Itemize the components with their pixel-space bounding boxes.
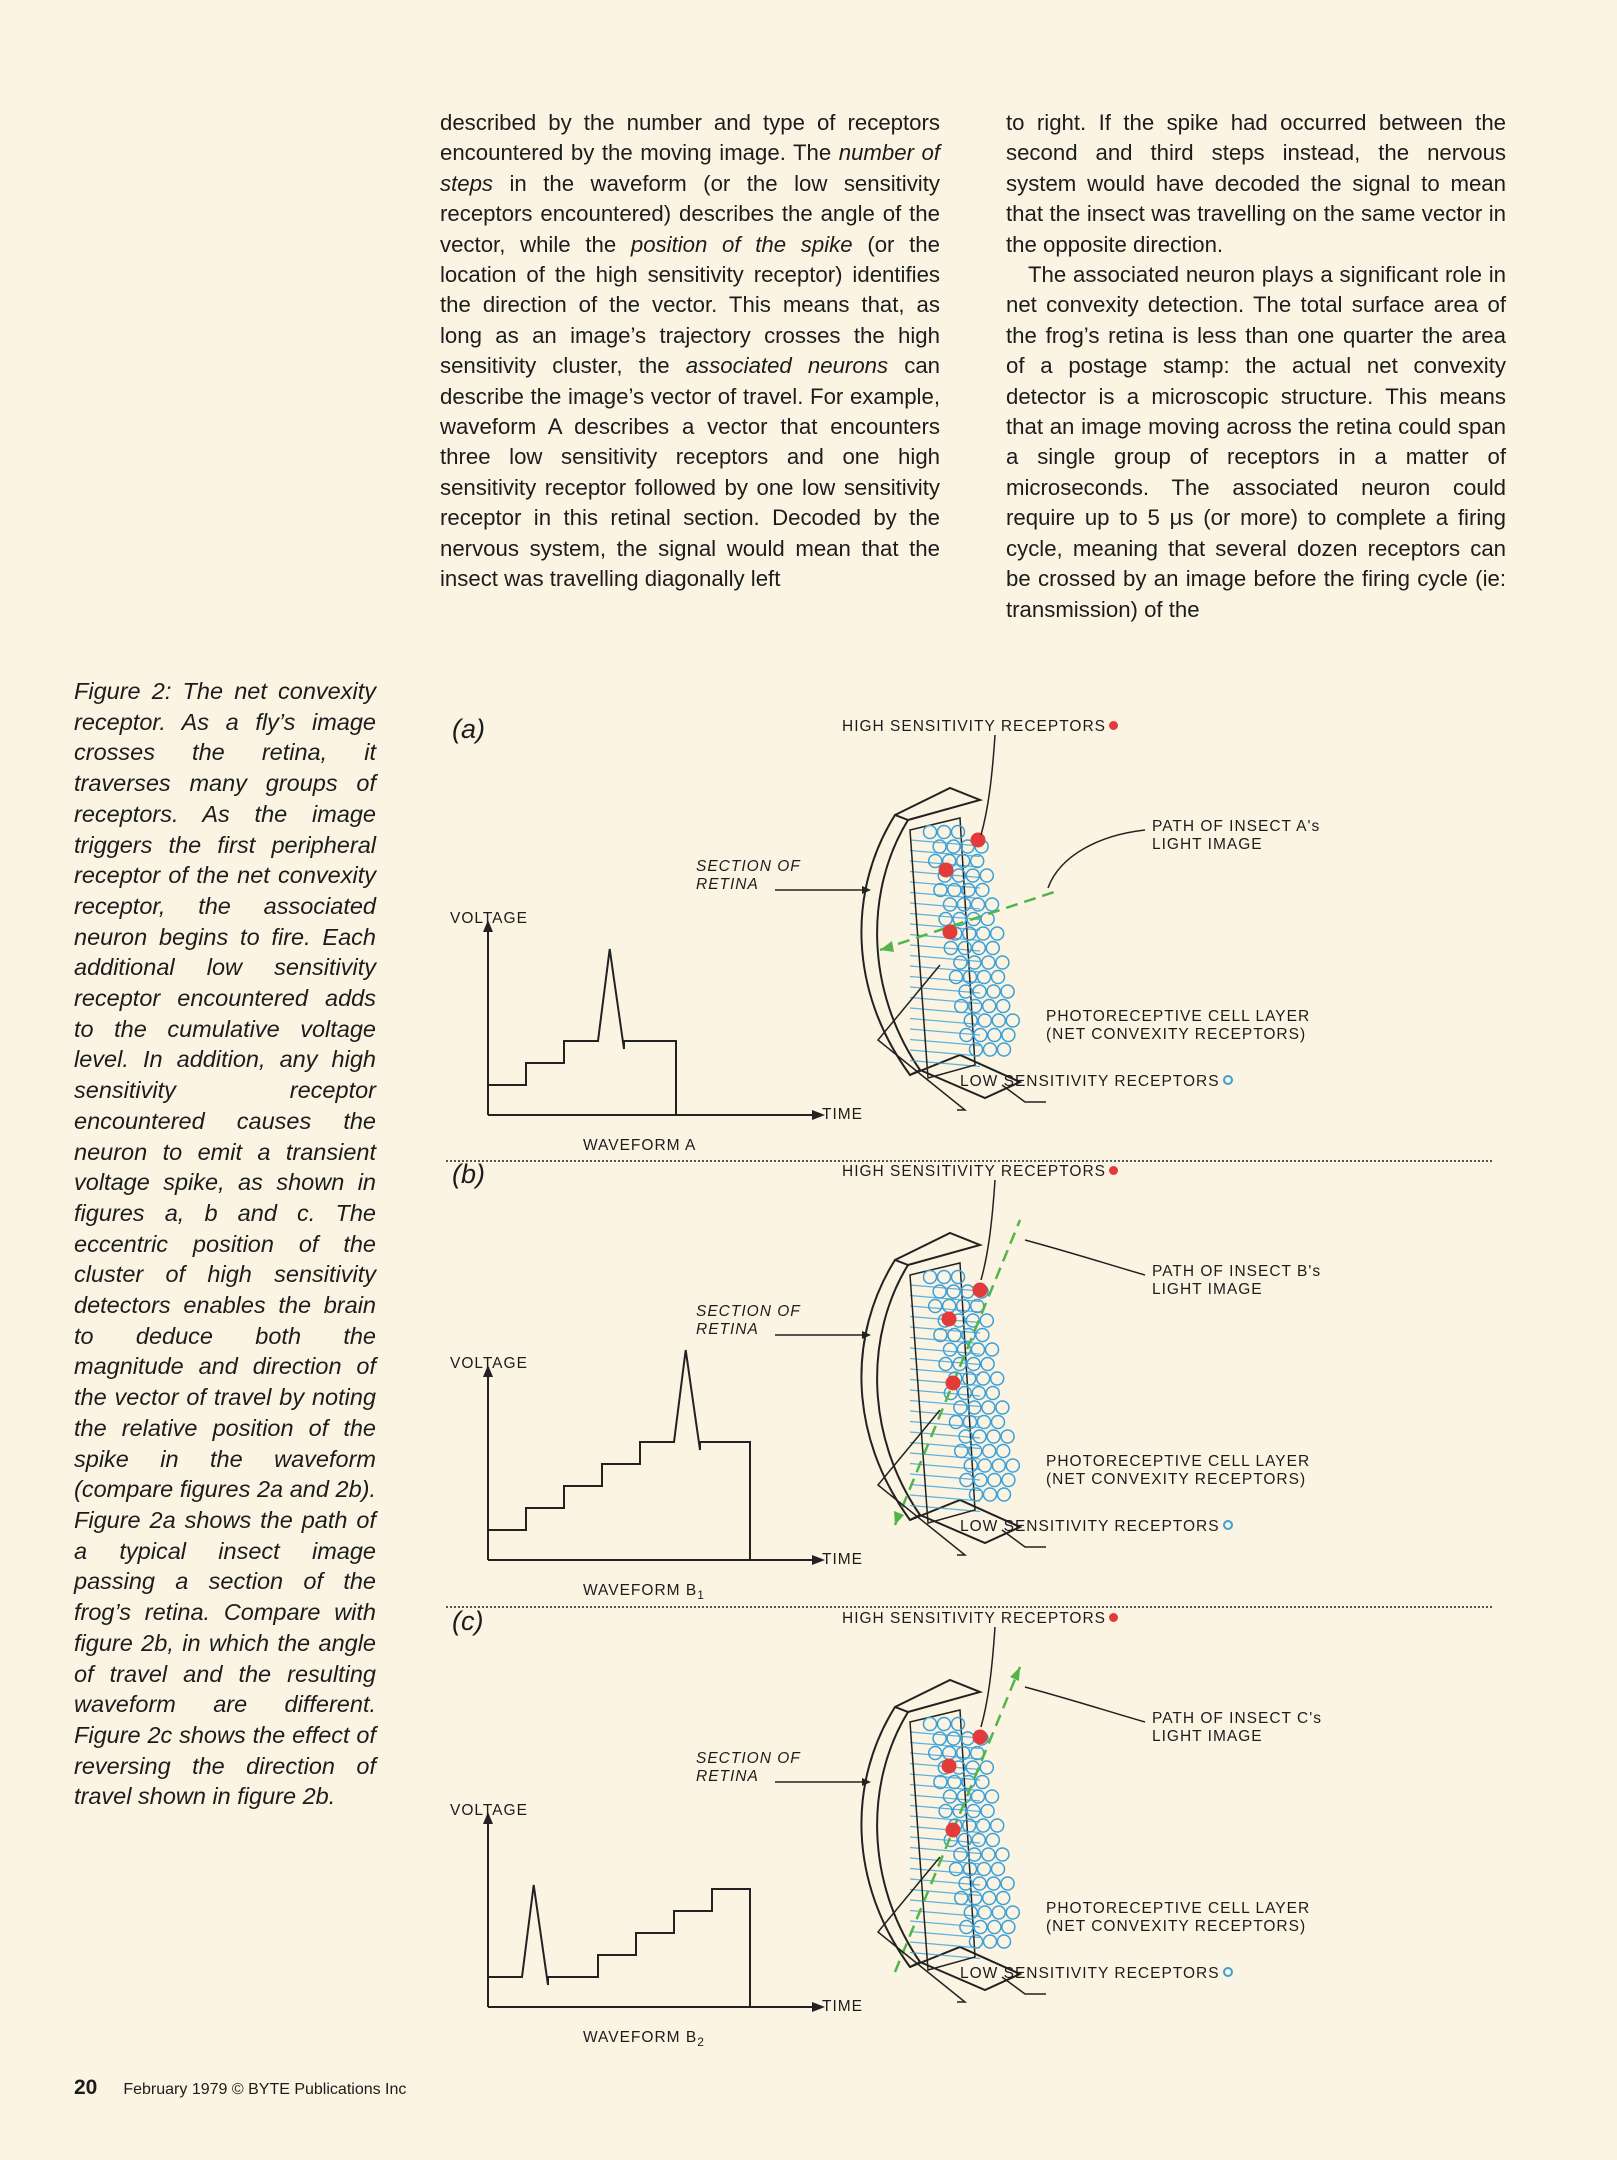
insect-path-label: [1152, 818, 1320, 854]
low-sensitivity-receptor: [947, 1732, 960, 1745]
low-sensitivity-content: [960, 1518, 1233, 1535]
low-sensitivity-receptor: [950, 1863, 963, 1876]
waveform-label: [583, 2029, 705, 2049]
low-sensitivity-receptor: [982, 1848, 995, 1861]
section-of-retina-label: [696, 1303, 801, 1339]
low-sensitivity-receptor: [992, 971, 1005, 984]
high-sensitivity-receptor: [946, 1823, 961, 1838]
time-label: [822, 1551, 863, 1569]
insect-path-line1: PATH OF INSECT B's: [1152, 1263, 1322, 1280]
voltage-label: [450, 1355, 528, 1373]
low-sensitivity-receptor: [944, 1790, 957, 1803]
waveform-subscript: 1: [697, 1588, 705, 1603]
photoreceptive-content: [1046, 1008, 1310, 1043]
low-sensitivity-receptor: [954, 956, 967, 969]
time-label: [822, 1998, 863, 2016]
low-sensitivity-receptor: [988, 1474, 1001, 1487]
col1-text-b: in the waveform (or the low sensitivity receptors encountered) describes the angle of the vector, while the: [440, 170, 940, 257]
low-sensitivity-receptor: [944, 898, 957, 911]
low-sensitivity-receptor: [950, 1416, 963, 1429]
low-sensitivity-receptor: [950, 971, 963, 984]
low-sensitivity-receptor: [929, 855, 942, 868]
photoreceptive-label: [1046, 1453, 1310, 1489]
voltage-label: [450, 910, 528, 928]
low-sensitivity-receptor: [978, 1459, 991, 1472]
low-sensitivity-receptor: [986, 942, 999, 955]
leader-high-sensitivity: [981, 735, 995, 835]
section-of-retina-content: [696, 1750, 801, 1785]
panel-label: (a): [452, 714, 485, 744]
low-sensitivity-receptor: [1006, 1906, 1019, 1919]
low-sensitivity-receptor: [947, 840, 960, 853]
retina-top-edge: [895, 788, 980, 820]
low-sensitivity-receptor: [984, 1043, 997, 1056]
insect-path-line2: LIGHT IMAGE: [1152, 1281, 1263, 1298]
low-sensitivity-receptor: [980, 1314, 993, 1327]
low-sensitivity-receptor: [939, 1805, 952, 1818]
low-sensitivity-receptor: [976, 884, 989, 897]
blue-circle-icon: [1223, 1075, 1233, 1085]
low-sensitivity-receptor: [986, 898, 999, 911]
section-of-retina-content: [696, 858, 801, 893]
low-sensitivity-receptor: [987, 985, 1000, 998]
low-sensitivity-text: LOW SENSITIVITY RECEPTORS: [960, 1965, 1220, 1982]
photoreceptive-label: [1046, 1900, 1310, 1936]
high-sensitivity-content: [842, 718, 1118, 735]
low-sensitivity-receptor: [986, 1343, 999, 1356]
low-sensitivity-text: LOW SENSITIVITY RECEPTORS: [960, 1518, 1220, 1535]
low-sensitivity-receptor: [983, 1892, 996, 1905]
low-sensitivity-receptor: [968, 956, 981, 969]
low-sensitivity-receptor: [980, 869, 993, 882]
low-sensitivity-receptor: [977, 1819, 990, 1832]
low-sensitivity-receptor: [961, 1285, 974, 1298]
low-sensitivity-receptor: [988, 1921, 1001, 1934]
low-sensitivity-receptor: [958, 898, 971, 911]
low-sensitivity-receptor: [1006, 1014, 1019, 1027]
photoreceptive-label: [1046, 1008, 1310, 1044]
high-sensitivity-receptor: [942, 1312, 957, 1327]
photoreceptive-line1: PHOTORECEPTIVE CELL LAYER: [1046, 1453, 1311, 1470]
low-sensitivity-receptor: [952, 826, 965, 839]
voltage-label-text: VOLTAGE: [450, 1355, 528, 1372]
waveform-trace: [488, 1350, 750, 1560]
low-sensitivity-receptor: [983, 1000, 996, 1013]
low-sensitivity-receptor: [972, 942, 985, 955]
low-sensitivity-receptor: [939, 913, 952, 926]
time-label-text: TIME: [822, 1998, 864, 2015]
low-sensitivity-receptor: [978, 1863, 991, 1876]
time-label-text: TIME: [822, 1106, 864, 1123]
photoreceptive-content: [1046, 1453, 1310, 1488]
section-of-retina-line2: RETINA: [696, 1768, 759, 1785]
waveform-trace: [488, 949, 676, 1115]
low-sensitivity-receptor: [969, 1445, 982, 1458]
low-sensitivity-receptor: [924, 826, 937, 839]
low-sensitivity-receptor: [978, 1014, 991, 1027]
waveform-label-content: [583, 2029, 705, 2050]
section-of-retina-label: [696, 1750, 801, 1786]
panel-label: (c): [452, 1606, 484, 1636]
low-sensitivity-receptor: [981, 1358, 994, 1371]
low-sensitivity-receptor: [929, 1747, 942, 1760]
high-sensitivity-content: [842, 1610, 1118, 1627]
insect-path-arrow-icon: [1010, 1667, 1020, 1681]
low-sensitivity-receptor: [977, 927, 990, 940]
leader-high-sensitivity: [981, 1180, 995, 1280]
page-footer: [74, 2076, 406, 2100]
leader-path: [1025, 1240, 1145, 1275]
section-of-retina-line2: RETINA: [696, 1321, 759, 1338]
low-sensitivity-content: [960, 1073, 1233, 1090]
section-of-retina-label: [696, 858, 801, 894]
section-of-retina-line2: RETINA: [696, 876, 759, 893]
low-sensitivity-receptor: [984, 1488, 997, 1501]
panel-label: (b): [452, 1159, 485, 1189]
low-sensitivity-receptor: [929, 1300, 942, 1313]
red-dot-icon: [1109, 1166, 1118, 1175]
high-sensitivity-receptor: [971, 833, 986, 848]
low-sensitivity-receptor: [1002, 1029, 1015, 1042]
time-label: [822, 1106, 863, 1124]
low-sensitivity-receptor: [992, 1416, 1005, 1429]
high-sensitivity-receptor: [973, 1730, 988, 1745]
low-sensitivity-receptor: [943, 1747, 956, 1760]
red-dot-icon: [1109, 721, 1118, 730]
high-sensitivity-label: [842, 1163, 1118, 1181]
waveform-name: WAVEFORM B: [583, 2029, 698, 2046]
low-sensitivity-receptor: [987, 1877, 1000, 1890]
low-sensitivity-receptor: [1002, 1474, 1015, 1487]
low-sensitivity-receptor: [976, 1776, 989, 1789]
low-sensitivity-receptor: [958, 942, 971, 955]
insect-path-line2: LIGHT IMAGE: [1152, 836, 1263, 853]
low-sensitivity-receptor: [973, 1430, 986, 1443]
low-sensitivity-receptor: [968, 1401, 981, 1414]
low-sensitivity-receptor: [982, 956, 995, 969]
low-sensitivity-receptor: [952, 1718, 965, 1731]
figure-2c: [440, 1592, 1520, 2050]
high-sensitivity-label: [842, 1610, 1118, 1628]
photoreceptive-line2: (NET CONVEXITY RECEPTORS): [1046, 1918, 1307, 1935]
low-sensitivity-receptor: [973, 985, 986, 998]
figure-2b: [440, 1145, 1520, 1603]
low-sensitivity-receptor: [972, 1834, 985, 1847]
waveform-name: WAVEFORM B: [583, 1582, 698, 1599]
insect-path: [880, 890, 1060, 950]
low-sensitivity-receptor: [984, 1935, 997, 1948]
low-sensitivity-receptor: [939, 1358, 952, 1371]
section-of-retina-line1: SECTION OF: [696, 1750, 801, 1767]
low-sensitivity-receptor: [960, 1921, 973, 1934]
low-sensitivity-receptor: [960, 1029, 973, 1042]
waveform-subscript: 2: [697, 2035, 705, 2050]
low-sensitivity-receptor: [958, 1834, 971, 1847]
low-sensitivity-receptor: [1001, 985, 1014, 998]
low-sensitivity-label: [960, 1073, 1233, 1091]
col1-text-d: can describe the image’s vector of travel. For example, waveform A describes a vector that encounters three low sensitivity receptors and one high sensitivity receptor followed by one low sensitivity receptor in this retinal section. Decoded by the nervous system, the signal would mean that the insect was travelling diagonally left: [440, 353, 940, 592]
low-sensitivity-receptor: [964, 1459, 977, 1472]
low-sensitivity-receptor: [960, 1474, 973, 1487]
voltage-label-text: VOLTAGE: [450, 910, 528, 927]
low-sensitivity-receptor: [996, 1848, 1009, 1861]
low-sensitivity-receptor: [997, 1000, 1010, 1013]
low-sensitivity-receptor: [980, 1761, 993, 1774]
low-sensitivity-receptor: [976, 1329, 989, 1342]
retina-top-edge: [895, 1680, 980, 1712]
low-sensitivity-text: LOW SENSITIVITY RECEPTORS: [960, 1073, 1220, 1090]
blue-circle-icon: [1223, 1520, 1233, 1530]
low-sensitivity-receptor: [997, 1892, 1010, 1905]
low-sensitivity-receptor: [991, 927, 1004, 940]
figure-2a: [440, 700, 1520, 1154]
low-sensitivity-receptor: [998, 1488, 1011, 1501]
col2-paragraph-2: The associated neuron plays a significant role in net convexity detection. The total surface area of the frog’s retina is less than one quarter the area of a postage stamp: the actual net convexity detector is a microscopic structure. This means that an image moving across the retina could span a single group of receptors in a matter of microseconds. The associated neuron could require up to 5 μs (or more) to complete a firing cycle, meaning that several dozen receptors can be crossed by an image before the firing cycle (ie: transmission) of the: [1006, 262, 1506, 622]
low-sensitivity-receptor: [952, 1271, 965, 1284]
low-sensitivity-receptor: [977, 1372, 990, 1385]
low-sensitivity-receptor: [954, 1848, 967, 1861]
high-sensitivity-receptor: [943, 925, 958, 940]
low-sensitivity-label: [960, 1518, 1233, 1536]
low-sensitivity-receptor: [1001, 1877, 1014, 1890]
high-sensitivity-text: HIGH SENSITIVITY RECEPTORS: [842, 1163, 1107, 1180]
low-sensitivity-receptor: [992, 1863, 1005, 1876]
photoreceptive-line2: (NET CONVEXITY RECEPTORS): [1046, 1471, 1307, 1488]
photoreceptive-content: [1046, 1900, 1310, 1935]
low-sensitivity-receptor: [997, 1445, 1010, 1458]
low-sensitivity-receptor: [982, 1401, 995, 1414]
low-sensitivity-receptor: [938, 826, 951, 839]
insect-path-content: [1152, 1710, 1322, 1745]
page-number: 20: [74, 2076, 98, 2099]
leader-path: [1025, 1687, 1145, 1722]
time-label-text: TIME: [822, 1551, 864, 1568]
insect-path-label: [1152, 1710, 1322, 1746]
low-sensitivity-receptor: [978, 1416, 991, 1429]
low-sensitivity-receptor: [964, 1014, 977, 1027]
low-sensitivity-receptor: [947, 1285, 960, 1298]
low-sensitivity-receptor: [973, 1877, 986, 1890]
section-of-retina-line1: SECTION OF: [696, 858, 801, 875]
low-sensitivity-receptor: [944, 1343, 957, 1356]
col1-em-neurons: associated neurons: [685, 353, 889, 379]
low-sensitivity-receptor: [969, 1892, 982, 1905]
low-sensitivity-receptor: [972, 1387, 985, 1400]
insect-path-content: [1152, 818, 1320, 853]
low-sensitivity-receptor: [998, 1043, 1011, 1056]
low-sensitivity-receptor: [924, 1271, 937, 1284]
low-sensitivity-receptor: [924, 1718, 937, 1731]
leader-low-sensitivity: [878, 1857, 965, 2002]
leader-low-sensitivity: [878, 965, 965, 1110]
low-sensitivity-receptor: [992, 1906, 1005, 1919]
insect-path-line1: PATH OF INSECT C's: [1152, 1710, 1322, 1727]
figure-caption: Figure 2: The net convexity receptor. As a fly’s image crosses the retina, it traverses many groups of receptors. As the image triggers the first peripheral receptor of the net convexity receptor, the associated neuron begins to fire. Each additional low sensitivity receptor encountered adds to the cumulative voltage level. In addition, any high sensitivity receptor encountered causes the neuron to emit a transient voltage spike, as shown in figures a, b and c. The eccentric position of the cluster of high sensitivity detectors enables the brain to deduce both the magnitude and direction of the vector of travel by noting the relative position of the spike in the waveform (compare figures 2a and 2b). Figure 2a shows the path of a typical insect image passing a section of the frog’s retina. Compare with figure 2b, in which the angle of travel and the resulting waveform are different. Figure 2c shows the effect of reversing the direction of travel shown in figure 2b.: [74, 678, 376, 1810]
low-sensitivity-receptor: [986, 1834, 999, 1847]
high-sensitivity-receptor: [946, 1376, 961, 1391]
section-of-retina-line1: SECTION OF: [696, 1303, 801, 1320]
voltage-label-text: VOLTAGE: [450, 1802, 528, 1819]
voltage-label: [450, 1802, 528, 1820]
low-sensitivity-receptor: [969, 1000, 982, 1013]
col2-paragraph-1: to right. If the spike had occurred between the second and third steps instead, the nervous system would have decoded the signal to mean that the insect was travelling on the same vector in the opposite direction.: [1006, 110, 1506, 257]
article-column-2: [1006, 108, 1506, 625]
low-sensitivity-receptor: [983, 1445, 996, 1458]
blue-circle-icon: [1223, 1967, 1233, 1977]
leader-path: [1048, 830, 1145, 888]
low-sensitivity-receptor: [943, 1300, 956, 1313]
high-sensitivity-receptor: [942, 1759, 957, 1774]
low-sensitivity-receptor: [1006, 1459, 1019, 1472]
low-sensitivity-receptor: [1001, 1430, 1014, 1443]
retina-top-edge: [895, 1233, 980, 1265]
waveform-trace: [488, 1885, 750, 2007]
low-sensitivity-receptor: [996, 956, 1009, 969]
col1-text-a: described by the number and type of receptors encountered by the moving image. The: [440, 110, 940, 166]
waveform-name: WAVEFORM A: [583, 1137, 697, 1154]
high-sensitivity-receptor: [973, 1283, 988, 1298]
insect-path-content: [1152, 1263, 1321, 1298]
low-sensitivity-receptor: [964, 1906, 977, 1919]
cell-layer-line: [910, 1019, 980, 1025]
low-sensitivity-content: [960, 1965, 1233, 1982]
low-sensitivity-receptor: [988, 1029, 1001, 1042]
low-sensitivity-receptor: [978, 1906, 991, 1919]
low-sensitivity-receptor: [991, 1819, 1004, 1832]
low-sensitivity-receptor: [996, 1401, 1009, 1414]
photoreceptive-line1: PHOTORECEPTIVE CELL LAYER: [1046, 1008, 1311, 1025]
low-sensitivity-receptor: [1002, 1921, 1015, 1934]
insect-path-label: [1152, 1263, 1321, 1299]
low-sensitivity-receptor: [991, 1372, 1004, 1385]
low-sensitivity-receptor: [954, 1401, 967, 1414]
low-sensitivity-receptor: [981, 1805, 994, 1818]
insect-path-line2: LIGHT IMAGE: [1152, 1728, 1263, 1745]
low-sensitivity-receptor: [938, 1718, 951, 1731]
high-sensitivity-receptor: [939, 863, 954, 878]
leader-low-sensitivity: [878, 1410, 965, 1555]
low-sensitivity-receptor: [987, 1430, 1000, 1443]
low-sensitivity-receptor: [986, 1387, 999, 1400]
high-sensitivity-label: [842, 718, 1118, 736]
low-sensitivity-receptor: [966, 869, 979, 882]
low-sensitivity-receptor: [938, 1271, 951, 1284]
low-sensitivity-receptor: [992, 1014, 1005, 1027]
article-column-1: [440, 108, 940, 595]
photoreceptive-line1: PHOTORECEPTIVE CELL LAYER: [1046, 1900, 1311, 1917]
high-sensitivity-content: [842, 1163, 1118, 1180]
col1-em-spike: position of the spike: [630, 231, 853, 257]
low-sensitivity-receptor: [992, 1459, 1005, 1472]
high-sensitivity-text: HIGH SENSITIVITY RECEPTORS: [842, 718, 1107, 735]
low-sensitivity-receptor: [998, 1935, 1011, 1948]
leader-high-sensitivity: [981, 1627, 995, 1727]
footer-credit: February 1979 © BYTE Publications Inc: [123, 2081, 407, 2098]
col1-text-c: (or the location of the high sensitivity receptor) identifies the direction of the vector. This means that, as long as an image’s trajectory crosses the high sensitivity cluster, the: [440, 231, 940, 379]
low-sensitivity-receptor: [961, 1732, 974, 1745]
col1-em-steps: number of steps: [440, 140, 940, 196]
section-of-retina-content: [696, 1303, 801, 1338]
insect-path-arrow-icon: [894, 1511, 904, 1525]
low-sensitivity-receptor: [958, 1387, 971, 1400]
red-dot-icon: [1109, 1613, 1118, 1622]
low-sensitivity-receptor: [981, 913, 994, 926]
low-sensitivity-receptor: [986, 1790, 999, 1803]
high-sensitivity-text: HIGH SENSITIVITY RECEPTORS: [842, 1610, 1107, 1627]
low-sensitivity-receptor: [968, 1848, 981, 1861]
low-sensitivity-receptor: [978, 971, 991, 984]
low-sensitivity-label: [960, 1965, 1233, 1983]
insect-path-line1: PATH OF INSECT A's: [1152, 818, 1321, 835]
photoreceptive-line2: (NET CONVEXITY RECEPTORS): [1046, 1026, 1307, 1043]
